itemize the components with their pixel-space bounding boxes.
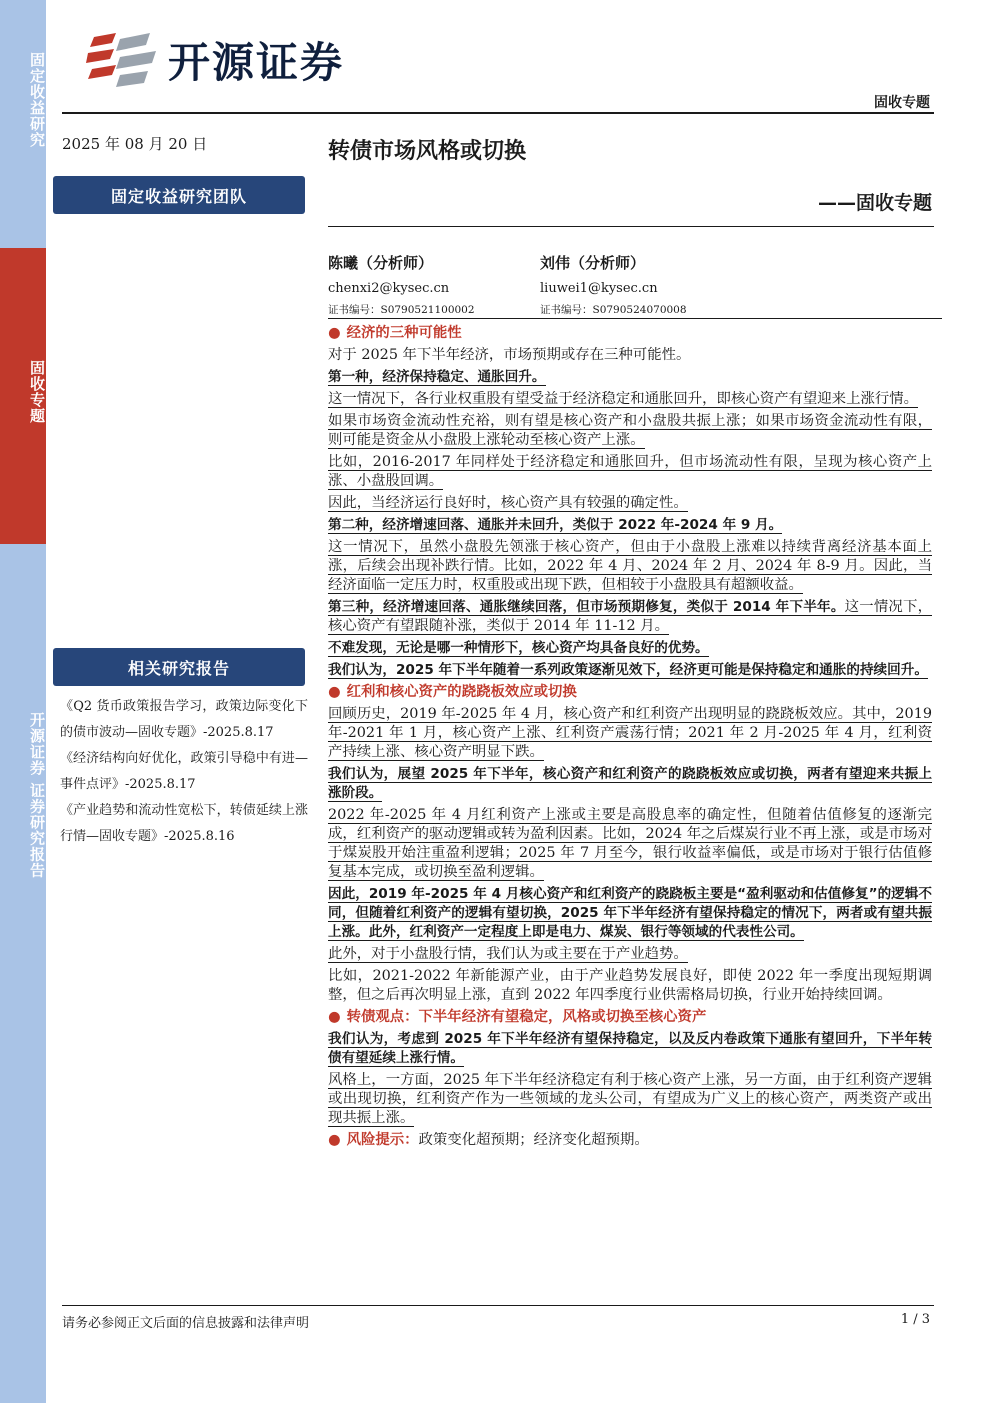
analyst-cert: 证书编号：S0790521100002 (328, 304, 475, 316)
footer-disclaimer: 请务必参阅正文后面的信息披露和法律声明 (62, 1316, 310, 1331)
header-category-tag: 固收专题 (874, 95, 930, 111)
footer-divider (62, 1305, 934, 1306)
paragraph-bold: 不难发现，无论是哪一种情形下，核心资产均具备良好的优势。 (328, 640, 709, 656)
brand-name: 开源证券 (168, 38, 345, 87)
paragraph-bold: 因此，2019 年-2025 年 4 月核心资产和红利资产的跷跷板主要是“盈利驱动和估值修复”的逻辑不同，但随着红利资产的逻辑有望切换，2025 年下半年经济有望保持稳定的情况下，两者或有望共振上涨。此外，红利资产一定程度上即是电力、煤炭、银行等领域的代表性公司。 (328, 886, 932, 940)
analyst-name: 陈曦（分析师） (328, 254, 434, 272)
risk-note: ● 风险提示：政策变化超预期；经济变化超预期。 (328, 1132, 649, 1148)
team-label: 固定收益研究团队 (53, 176, 305, 214)
analyst-divider (328, 318, 942, 319)
section-heading: ● 经济的三种可能性 (328, 324, 932, 343)
paragraph: 因此，当经济运行良好时，核心资产具有较强的确定性。 (328, 495, 688, 511)
sidebar-bottom-label: 开源证券 证券研究报告 (28, 712, 46, 879)
analyst-cert: 证书编号：S0790524070008 (540, 304, 687, 316)
paragraph: 风格上，一方面，2025 年下半年经济稳定有利于核心资产上涨，另一方面，由于红利资产逻辑或出现切换，红利资产作为一些领域的龙头公司，有望成为广义上的核心资产，两类资产或出现共振上涨。 (328, 1072, 932, 1126)
bullet-icon: ● (328, 1132, 341, 1148)
paragraph-bold: 第一种，经济保持稳定、通胀回升。 (328, 369, 546, 385)
paragraph: 比如，2016-2017 年同样处于经济稳定和通胀回升，但市场流动性有限，呈现为核心资产上涨、小盘股回调。 (328, 454, 932, 489)
paragraph-bold: 我们认为，2025 年下半年随着一系列政策逐渐见效下，经济更可能是保持稳定和通胀的持续回升。 (328, 662, 928, 678)
report-date: 2025 年 08 月 20 日 (62, 135, 208, 153)
sidebar-top-label: 固定收益研究 (28, 52, 46, 148)
paragraph: 回顾历史，2019 年-2025 年 4 月，核心资产和红利资产出现明显的跷跷板效应。其中，2019 年-2021 年 1 月，核心资产上涨、红利资产震荡行情；2021 年 2 月-2025 年 4 月，红利资产持续上涨、核心资产明显下跌。 (328, 706, 932, 760)
paragraph: 此外，对于小盘股行情，我们认为或主要在于产业趋势。 (328, 946, 688, 962)
paragraph: 对于 2025 年下半年经济，市场预期或存在三种可能性。 (328, 347, 691, 363)
related-report-item[interactable]: 《经济结构向好优化，政策引导稳中有进—事件点评》-2025.8.17 (60, 751, 308, 792)
related-reports-list (60, 694, 308, 850)
paragraph-bold: 第二种，经济增速回落、通胀并未回升，类似于 2022 年-2024 年 9 月。 (328, 517, 783, 533)
related-report-item[interactable]: 《Q2 货币政策报告学习，政策边际变化下的债市波动—固收专题》-2025.8.17 (60, 699, 308, 740)
brand-logo (86, 30, 344, 90)
paragraph: 这一情况下，各行业权重股有望受益于经济稳定和通胀回升，即核心资产有望迎来上涨行情。 (328, 391, 919, 407)
section-heading: ● 转债观点：下半年经济有望稳定，风格或切换至核心资产 (328, 1008, 932, 1027)
analyst-card (328, 252, 475, 317)
paragraph: 比如，2021-2022 年新能源产业，由于产业趋势发展良好，即使 2022 年一季度出现短期调整，但之后再次明显上涨，直到 2022 年四季度行业供需格局切换，行业开始持续回调。 (328, 968, 932, 1003)
report-body (328, 324, 932, 1153)
sidebar-middle-label: 固收专题 (28, 360, 46, 424)
section-heading: ● 红利和核心资产的跷跷板效应或切换 (328, 683, 932, 702)
paragraph: 这一情况下，虽然小盘股先领涨于核心资产，但由于小盘股上涨难以持续背离经济基本面上涨，后续会出现补跌行情。比如，2022 年 4 月、2024 年 2 月、2024 年 8-9 月。因此，当经济面临一定压力时，权重股或出现下跌，但相较于小盘股具有超额收益。 (328, 539, 932, 593)
related-reports-label: 相关研究报告 (53, 648, 305, 686)
analyst-email[interactable]: chenxi2@kysec.cn (328, 281, 450, 296)
report-title: 转债市场风格或切换 (328, 139, 527, 164)
report-subtitle: ——固收专题 (817, 192, 932, 214)
title-divider (328, 226, 934, 227)
paragraph-bold: 我们认为，考虑到 2025 年下半年经济有望保持稳定，以及反内卷政策下通胀有望回升，下半年转债有望延续上涨行情。 (328, 1031, 932, 1066)
paragraph-bold: 我们认为，展望 2025 年下半年，核心资产和红利资产的跷跷板效应或切换，两者有望迎来共振上涨阶段。 (328, 766, 932, 801)
analyst-card (540, 252, 687, 317)
page-number: 1 / 3 (900, 1312, 930, 1327)
sidebar-bottom-band (0, 544, 46, 1403)
paragraph: 第三种，经济增速回落、通胀继续回落，但市场预期修复，类似于 2014 年下半年。这一情况下，核心资产有望跟随补涨，类似于 2014 年 11-12 月。 (328, 599, 932, 634)
paragraph: 2022 年-2025 年 4 月红利资产上涨或主要是高股息率的确定性，但随着估值修复的逐渐完成，红利资产的驱动逻辑或转为盈利因素。比如，2024 年之后煤炭行业不再上涨，或是市场对于煤炭股开始注重盈利逻辑；2025 年 7 月至今，银行收益率偏低，或是市场对于银行估值修复基本完成，或切换至盈利逻辑。 (328, 807, 932, 880)
header-divider (62, 112, 934, 114)
paragraph: 如果市场资金流动性充裕，则有望是核心资产和小盘股共振上涨；如果市场资金流动性有限，则可能是资金从小盘股上涨轮动至核心资产上涨。 (328, 413, 932, 448)
analyst-name: 刘伟（分析师） (540, 254, 646, 272)
analyst-email[interactable]: liuwei1@kysec.cn (540, 281, 658, 296)
related-report-item[interactable]: 《产业趋势和流动性宽松下，转债延续上涨行情—固收专题》-2025.8.16 (60, 803, 308, 844)
brand-mark-icon (86, 31, 160, 89)
